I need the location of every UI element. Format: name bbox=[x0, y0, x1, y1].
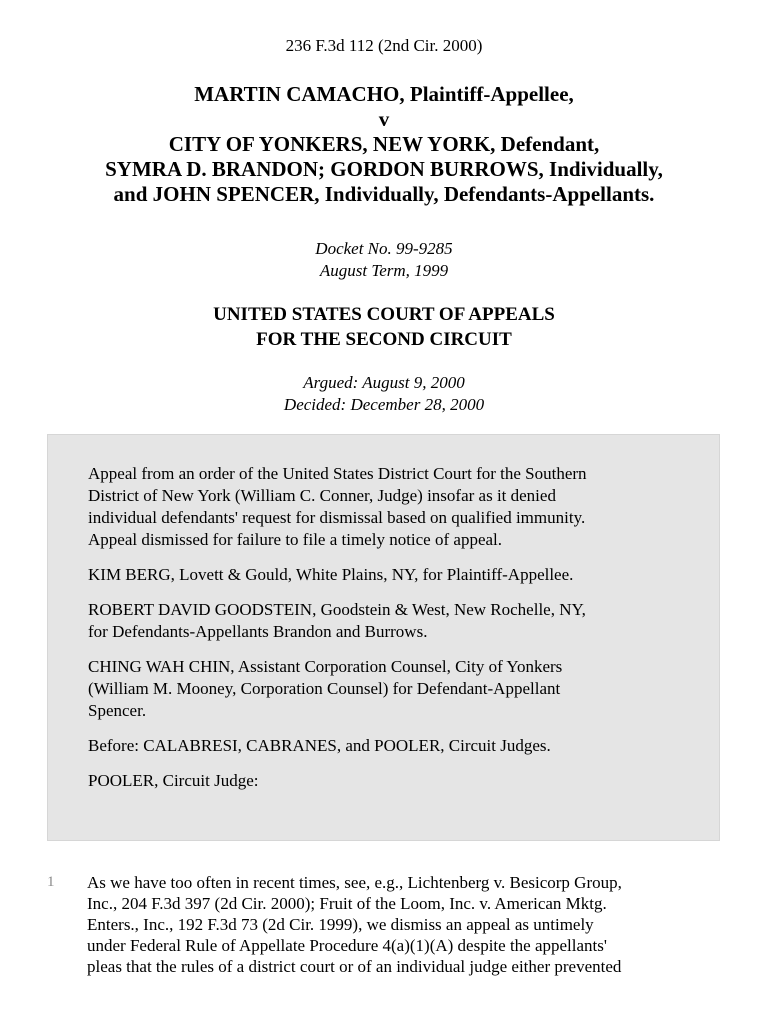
counsel-line: for Defendants-Appellants Brandon and Burrows. bbox=[88, 622, 428, 641]
paragraph-number: 1 bbox=[47, 874, 55, 890]
opinion-line: Inc., 204 F.3d 397 (2d Cir. 2000); Fruit of the Loom, Inc. v. American Mktg. bbox=[87, 894, 607, 913]
appeal-summary-line: District of New York (William C. Conner, Judge) insofar as it denied bbox=[88, 486, 556, 505]
caption-defendant-city: CITY OF YONKERS, NEW YORK, Defendant, bbox=[168, 132, 600, 156]
decided-date: Decided: December 28, 2000 bbox=[283, 395, 485, 414]
argued-date: Argued: August 9, 2000 bbox=[303, 373, 465, 392]
case-summary-content bbox=[88, 463, 698, 805]
counsel-line: ROBERT DAVID GOODSTEIN, Goodstein & West, New Rochelle, NY, bbox=[88, 600, 586, 619]
docket-info bbox=[0, 238, 768, 282]
opinion-line: under Federal Rule of Appellate Procedure 4(a)(1)(A) despite the appellants' bbox=[87, 936, 607, 955]
counsel-line: (William M. Mooney, Corporation Counsel) for Defendant-Appellant bbox=[88, 679, 561, 698]
appeal-summary bbox=[88, 463, 698, 551]
opinion-line: Enters., Inc., 192 F.3d 73 (2d Cir. 1999), we dismiss an appeal as untimely bbox=[87, 915, 594, 934]
counsel-plaintiff bbox=[88, 564, 698, 586]
opinion-author bbox=[88, 770, 698, 792]
appeal-summary-line: individual defendants' request for dismissal based on qualified immunity. bbox=[88, 508, 586, 527]
court-name-line-1: UNITED STATES COURT OF APPEALS bbox=[213, 304, 555, 325]
appeal-summary-line: Appeal from an order of the United States District Court for the Southern bbox=[88, 464, 587, 483]
case-dates bbox=[0, 372, 768, 416]
caption-versus: v bbox=[378, 107, 390, 131]
docket-term: August Term, 1999 bbox=[319, 261, 449, 280]
counsel-plaintiff-line: KIM BERG, Lovett & Gould, White Plains, NY, for Plaintiff-Appellee. bbox=[88, 565, 574, 584]
appeal-summary-line: Appeal dismissed for failure to file a timely notice of appeal. bbox=[88, 530, 503, 549]
counsel-spencer bbox=[88, 656, 698, 722]
case-summary-box bbox=[47, 434, 720, 841]
caption-defendants-appellants: and JOHN SPENCER, Individually, Defendants-Appellants. bbox=[113, 182, 655, 206]
court-name-line-2: FOR THE SECOND CIRCUIT bbox=[256, 329, 512, 350]
counsel-line: Spencer. bbox=[88, 701, 147, 720]
opinion-line: As we have too often in recent times, see, e.g., Lichtenberg v. Besicorp Group, bbox=[87, 873, 622, 892]
counsel-brandon-burrows bbox=[88, 599, 698, 643]
case-citation: 236 F.3d 112 (2nd Cir. 2000) bbox=[285, 36, 483, 55]
counsel-line: CHING WAH CHIN, Assistant Corporation Counsel, City of Yonkers bbox=[88, 657, 563, 676]
caption-defendants-individual: SYMRA D. BRANDON; GORDON BURROWS, Individually, bbox=[105, 157, 663, 181]
judicial-panel bbox=[88, 735, 698, 757]
caption-plaintiff: MARTIN CAMACHO, Plaintiff-Appellee, bbox=[194, 82, 574, 106]
judicial-panel-line: Before: CALABRESI, CABRANES, and POOLER, Circuit Judges. bbox=[88, 736, 551, 755]
case-caption bbox=[0, 82, 768, 207]
opinion-line: pleas that the rules of a district court or of an individual judge either prevented bbox=[87, 957, 622, 976]
opinion-author-line: POOLER, Circuit Judge: bbox=[88, 771, 259, 790]
court-name bbox=[0, 302, 768, 352]
docket-number: Docket No. 99-9285 bbox=[315, 239, 453, 258]
opinion-paragraph bbox=[87, 872, 727, 977]
